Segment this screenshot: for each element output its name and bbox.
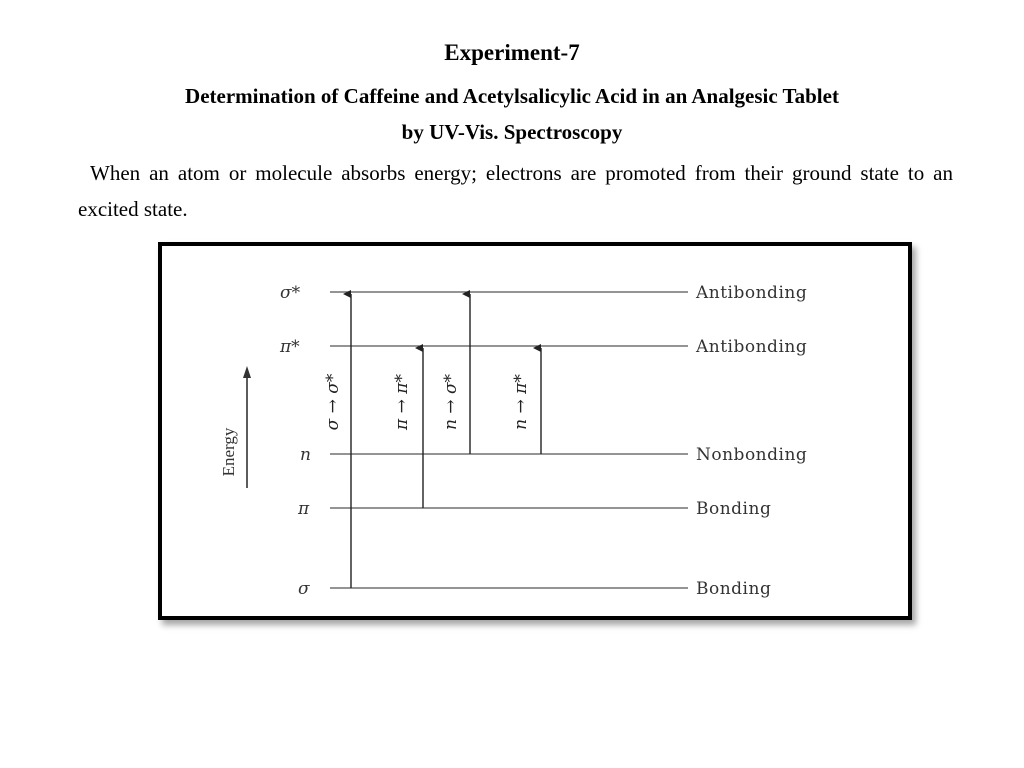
transition-label-n-sigma-star: n → σ* (441, 373, 461, 431)
level-symbol-sigma-star: σ* (280, 283, 301, 303)
transition-label-pi-pi-star: π → π* (392, 374, 412, 430)
level-label-pi: Bonding (696, 499, 772, 519)
level-symbol-sigma: σ (298, 579, 310, 599)
experiment-subtitle (60, 78, 964, 150)
page-title: Experiment-7 (444, 40, 580, 65)
energy-axis-label: Energy (219, 427, 238, 477)
level-label-sigma-star: Antibonding (696, 283, 808, 303)
level-label-n: Nonbonding (696, 445, 808, 465)
level-symbol-pi: π (298, 499, 310, 519)
energy-level-diagram (158, 242, 912, 620)
level-label-pi-star: Antibonding (696, 337, 808, 357)
subtitle-line-2: by UV-Vis. Spectroscopy (401, 120, 623, 144)
transition-label-sigma-sigma-star: σ → σ* (323, 373, 343, 431)
energy-axis-arrowhead (243, 366, 251, 378)
level-label-sigma: Bonding (696, 579, 772, 599)
level-symbol-pi-star: π* (280, 337, 300, 357)
intro-paragraph: When an atom or molecule absorbs energy; electrons are promoted from their ground state to an excited state. (78, 161, 953, 221)
level-symbol-n: n (300, 445, 311, 465)
energy-level-svg (158, 242, 912, 620)
subtitle-line-1: Determination of Caffeine and Acetylsalicylic Acid in an Analgesic Tablet (185, 84, 839, 108)
transition-label-n-pi-star: n → π* (511, 374, 531, 430)
